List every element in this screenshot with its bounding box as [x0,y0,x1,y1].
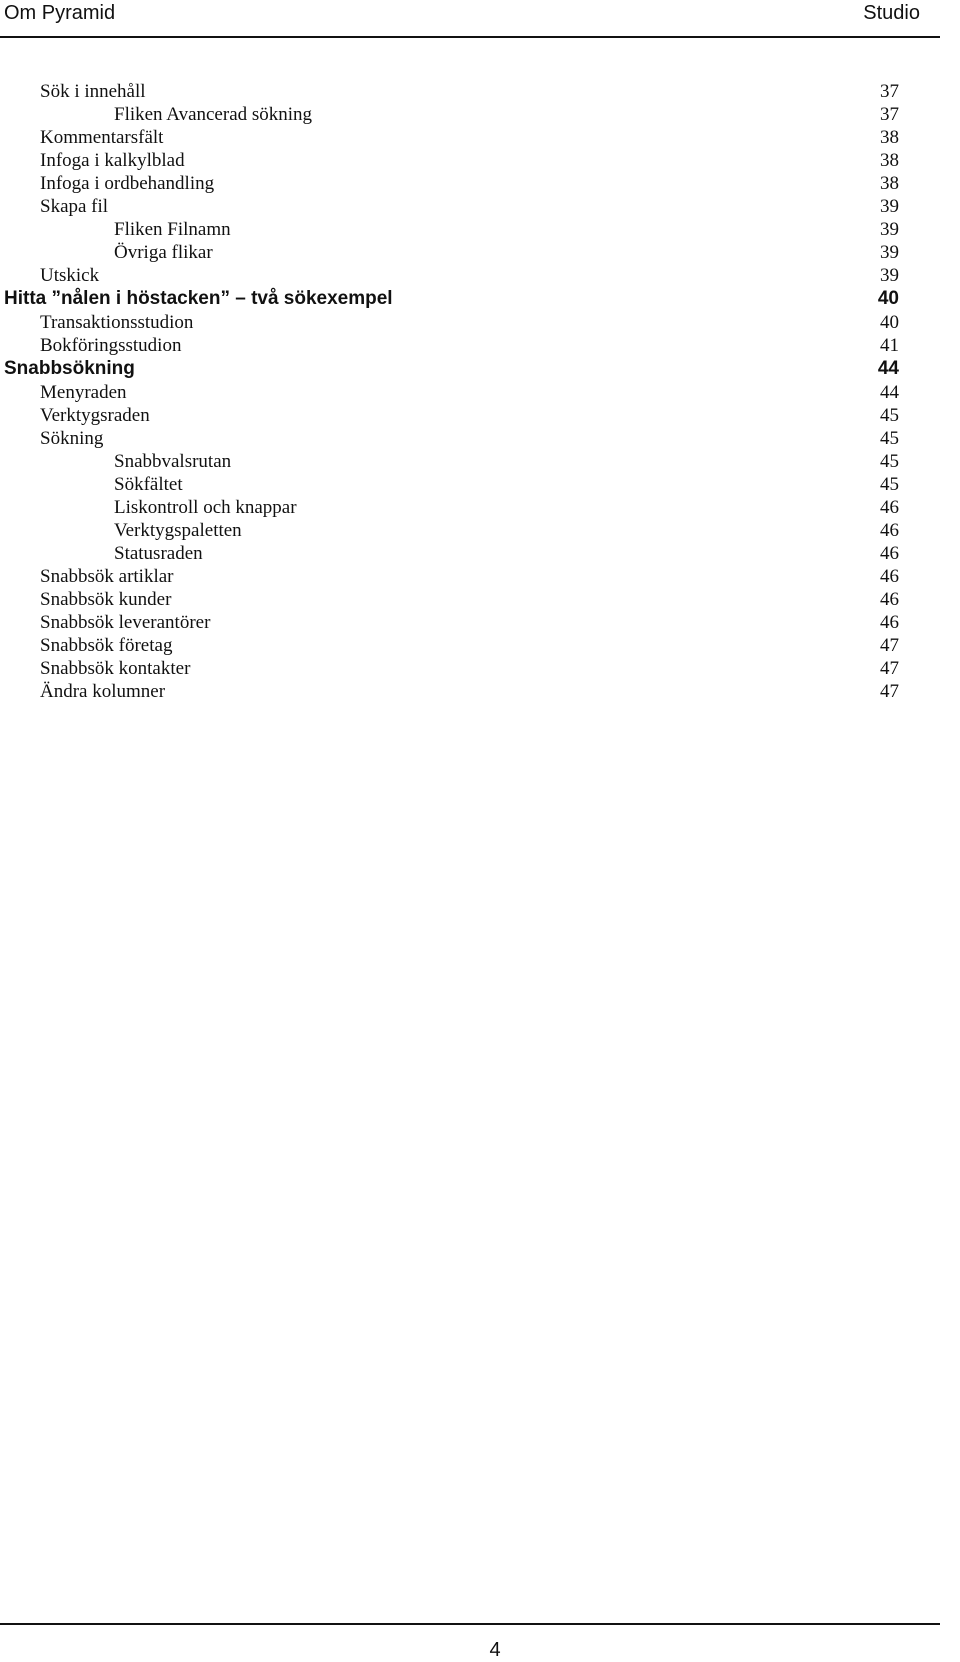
toc-entry-page: 37 [880,104,899,125]
toc-entry-title: Bokföringsstudion [40,335,182,356]
toc-entry-title: Ändra kolumner [40,681,166,702]
toc-entry-title: Fliken Filnamn [114,219,231,240]
toc-entry-title: Fliken Avancerad sökning [114,104,313,125]
toc-entry-page: 44 [880,382,899,403]
toc-entry-page: 39 [880,265,899,286]
toc-entry-title: Verktygsraden [40,405,150,426]
toc-entry-title: Snabbvalsrutan [114,451,232,472]
toc-entry-page: 41 [880,335,899,356]
toc-entry-title: Snabbsök leverantörer [40,612,211,633]
toc-entry[interactable] [0,195,960,218]
toc-entry[interactable] [0,103,960,126]
toc-entry[interactable] [0,241,960,264]
toc-entry[interactable] [0,404,960,427]
toc-entry-page: 39 [880,219,899,240]
toc-entry[interactable] [0,218,960,241]
toc-entry-page: 44 [877,358,899,379]
toc-entry-page: 46 [880,497,899,518]
toc-entry-page: 46 [880,589,899,610]
toc-entry-page: 47 [880,658,899,679]
toc-entry-page: 45 [880,474,899,495]
toc-entry[interactable] [0,473,960,496]
toc-entry-title: Övriga flikar [114,242,213,263]
footer-rule [0,1623,940,1625]
toc-entry[interactable] [0,496,960,519]
toc-entry-title: Snabbsök kunder [40,589,172,610]
toc-entry-page: 46 [880,520,899,541]
toc-entry-page: 45 [880,428,899,449]
toc-entry-page: 46 [880,543,899,564]
toc-entry-title: Sökfältet [114,474,183,495]
table-of-contents [0,80,960,703]
toc-entry[interactable] [0,334,960,357]
toc-entry[interactable] [0,264,960,287]
toc-entry[interactable] [0,126,960,149]
toc-entry-page: 46 [880,612,899,633]
toc-entry-title: Snabbsök kontakter [40,658,191,679]
toc-entry[interactable] [0,149,960,172]
toc-entry-page: 45 [880,451,899,472]
toc-entry-title: Menyraden [40,382,127,403]
toc-entry-title: Kommentarsfält [40,127,164,148]
toc-entry-page: 38 [880,173,899,194]
toc-entry[interactable] [0,357,960,381]
toc-entry-page: 37 [880,81,899,102]
toc-entry-title: Verktygspaletten [114,520,242,541]
toc-entry-page: 47 [880,681,899,702]
toc-entry-title: Infoga i kalkylblad [40,150,185,171]
toc-entry[interactable] [0,542,960,565]
toc-entry[interactable] [0,565,960,588]
toc-entry-title: Snabbsökning [4,358,135,379]
toc-entry-page: 39 [880,196,899,217]
toc-entry-title: Sökning [40,428,104,449]
toc-entry-title: Sök i innehåll [40,81,146,102]
toc-entry-title: Skapa fil [40,196,109,217]
toc-entry[interactable] [0,588,960,611]
toc-entry-page: 39 [880,242,899,263]
toc-entry-page: 40 [880,312,899,333]
toc-entry[interactable] [0,519,960,542]
toc-entry-title: Hitta ”nålen i höstacken” – två sökexempel [4,288,393,309]
header-right-title: Studio [863,2,920,24]
toc-entry[interactable] [0,287,960,311]
toc-entry[interactable] [0,680,960,703]
toc-entry[interactable] [0,450,960,473]
toc-entry[interactable] [0,311,960,334]
toc-entry[interactable] [0,634,960,657]
toc-entry[interactable] [0,657,960,680]
toc-entry[interactable] [0,427,960,450]
header-left-title: Om Pyramid [4,2,116,24]
page-number: 4 [489,1639,501,1661]
toc-entry-page: 47 [880,635,899,656]
toc-entry-title: Transaktionsstudion [40,312,194,333]
toc-entry-title: Liskontroll och knappar [114,497,297,518]
toc-entry-page: 38 [880,127,899,148]
toc-entry-page: 40 [877,288,899,309]
toc-entry-title: Statusraden [114,543,203,564]
toc-entry-title: Infoga i ordbehandling [40,173,215,194]
page-header [0,0,940,38]
toc-entry[interactable] [0,611,960,634]
toc-entry[interactable] [0,80,960,103]
toc-entry[interactable] [0,381,960,404]
toc-entry-title: Snabbsök företag [40,635,173,656]
toc-entry-page: 38 [880,150,899,171]
toc-entry-title: Utskick [40,265,100,286]
toc-entry[interactable] [0,172,960,195]
toc-entry-title: Snabbsök artiklar [40,566,174,587]
toc-entry-page: 46 [880,566,899,587]
toc-entry-page: 45 [880,405,899,426]
